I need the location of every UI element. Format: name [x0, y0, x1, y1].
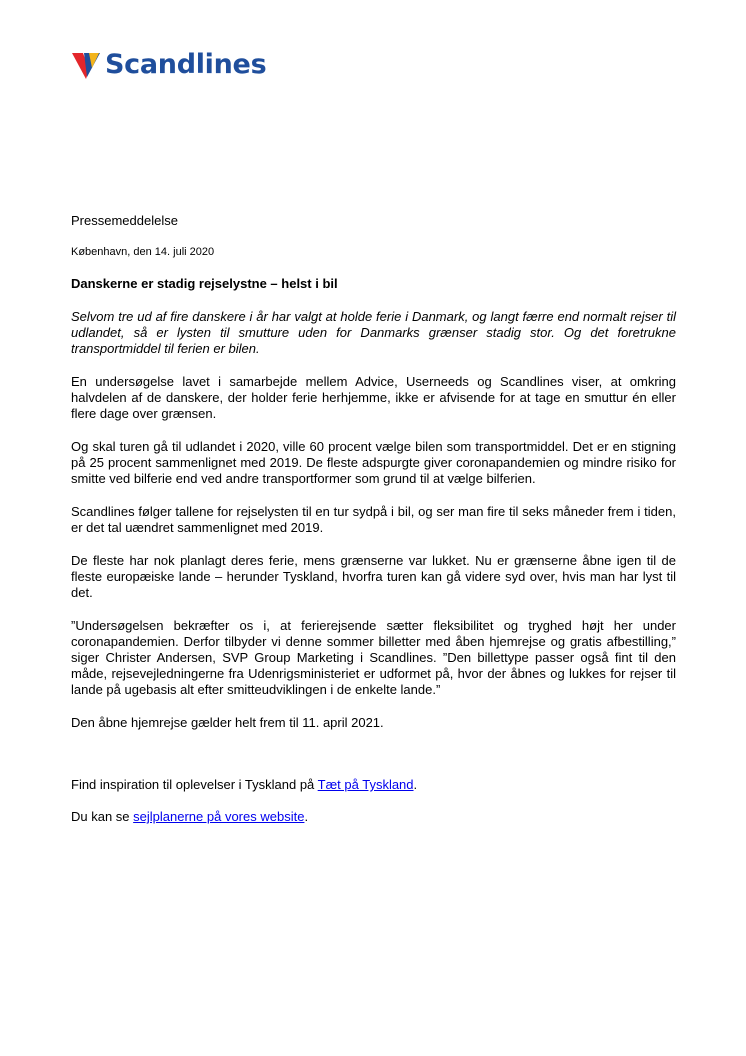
sailing-schedule-link[interactable]: sejlplanerne på vores website	[133, 809, 305, 824]
body-paragraph: Og skal turen gå til udlandet i 2020, ville 60 procent vælge bilen som transportmiddel. Det er en stigning på 25 procent sammenlignet med 2019. De fleste adspurgte giver coronapandemien og mindre risiko for smitte ved bilferie end ved andre transportformer som grund til at vælge bilferien.	[71, 439, 676, 486]
body-paragraph: En undersøgelse lavet i samarbejde mellem Advice, Userneeds og Scandlines viser, at omkring halvdelen af de danskere, der holder ferie herhjemme, ikke er afvisende for at tage en smuttur én eller flere dage over grænsen.	[71, 374, 676, 421]
schedule-suffix: .	[304, 809, 309, 824]
body-paragraph: De fleste har nok planlagt deres ferie, mens grænserne var lukket. Nu er grænserne åbne igen til de fleste europæiske lande – herunder Tyskland, hvorfra turen kan gå videre syd over, hvis man har lyst til det.	[71, 553, 676, 600]
dateline: København, den 14. juli 2020	[71, 246, 215, 258]
lead-paragraph: Selvom tre ud af fire danskere i år har valgt at holde ferie i Danmark, og langt færre end normalt rejser til udlandet, så er lysten til smutture uden for Danmarks grænser stadig stor. Og det foretrukne transportmiddel til ferien er bilen.	[71, 309, 676, 356]
inspiration-line	[71, 777, 676, 793]
logo-wordmark: Scandlines	[105, 49, 267, 80]
body-paragraph: Scandlines følger tallene for rejselysten til en tur sydpå i bil, og ser man fire til seks måneder frem i tiden, er det tal uændret sammenlignet med 2019.	[71, 504, 676, 535]
inspiration-suffix: .	[413, 777, 418, 792]
document-label: Pressemeddelelse	[71, 213, 178, 228]
body-paragraph: ”Undersøgelsen bekræfter os i, at ferierejsende sætter fleksibilitet og tryghed højt her under coronapandemien. Derfor tilbyder vi denne sommer billetter med åben hjemrejse og gratis afbestilling,” siger Christer Andersen, SVP Group Marketing i Scandlines. ”Den billettype passer også fint til den måde, rejsevejledningerne fra Udenrigsministeriet er udformet på, hvor der åbnes og lukkes for rejser til lande på ugebasis alt efter smitteudviklingen i de enkelte lande.”	[71, 618, 676, 697]
schedule-text: Du kan se	[71, 809, 134, 824]
taet-paa-tyskland-link[interactable]: Tæt på Tyskland	[317, 777, 414, 792]
press-release	[71, 213, 676, 841]
headline: Danskerne er stadig rejselystne – helst i bil	[71, 276, 338, 291]
inspiration-text: Find inspiration til oplevelser i Tyskland på	[71, 777, 318, 792]
body-paragraph: Den åbne hjemrejse gælder helt frem til 11. april 2021.	[71, 715, 384, 730]
scandlines-logo	[71, 48, 266, 82]
spacer	[71, 731, 676, 777]
scandlines-v-icon	[71, 50, 101, 80]
schedule-line	[71, 809, 676, 825]
